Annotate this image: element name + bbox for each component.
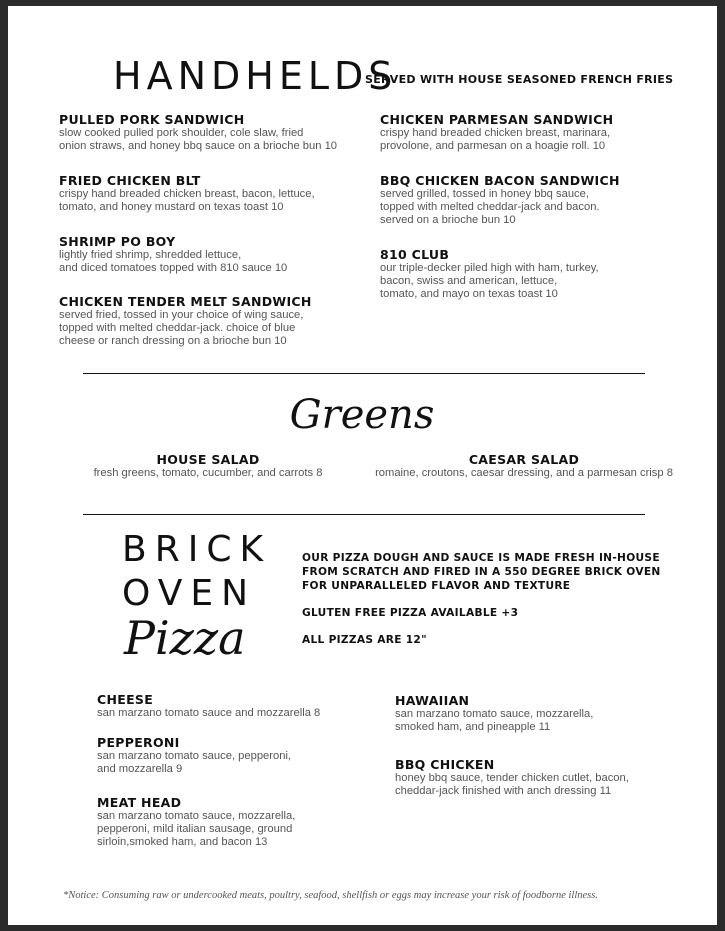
item-name: 810 CLUB xyxy=(380,247,450,262)
greens-title: Greens xyxy=(289,392,435,438)
item-description: crispy hand breaded chicken breast, marinara, provolone, and parmesan on a hoagie roll. 10 xyxy=(380,127,611,152)
item-description: our triple-decker piled high with ham, turkey, bacon, swiss and american, lettuce, tomato, and mayo on texas toast 10 xyxy=(380,262,599,300)
handheld-item xyxy=(59,234,287,275)
section-divider xyxy=(83,514,645,515)
menu-page xyxy=(8,6,717,925)
item-description: fresh greens, tomato, cucumber, and carrots 8 xyxy=(93,467,323,479)
pizza-item xyxy=(97,692,320,720)
item-name: PEPPERONI xyxy=(97,735,180,750)
item-description: romaine, croutons, caesar dressing, and a parmesan crisp 8 xyxy=(375,467,673,479)
handheld-item xyxy=(59,112,337,153)
handhelds-title: HANDHELDS xyxy=(113,54,398,98)
foodborne-notice: *Notice: Consuming raw or undercooked meats, poultry, seafood, shellfish or eggs may increase your risk of foodborne illness. xyxy=(63,890,598,901)
handheld-item xyxy=(59,173,315,214)
item-name: HAWAIIAN xyxy=(395,693,470,708)
pizza-title-brick: BRICK xyxy=(122,529,272,570)
salad-item xyxy=(78,452,338,480)
item-description: slow cooked pulled pork shoulder, cole slaw, fried onion straws, and honey bbq sauce on a brioche bun 10 xyxy=(59,127,338,152)
item-description: san marzano tomato sauce, mozzarella, pepperoni, mild italian sausage, ground sirloin,smoked ham, and bacon 13 xyxy=(97,810,296,848)
item-name: FRIED CHICKEN BLT xyxy=(59,173,201,188)
item-name: CAESAR SALAD xyxy=(468,452,580,467)
item-description: honey bbq sauce, tender chicken cutlet, bacon, cheddar-jack finished with anch dressing 11 xyxy=(395,772,629,797)
item-name: BBQ CHICKEN BACON SANDWICH xyxy=(380,173,620,188)
item-description: served grilled, tossed in honey bbq sauce, topped with melted cheddar-jack and bacon. served on a brioche bun 10 xyxy=(380,188,600,226)
handheld-item xyxy=(380,247,599,301)
item-description: served fried, tossed in your choice of wing sauce, topped with melted cheddar-jack. choice of blue cheese or ranch dressing on a brioche bun 10 xyxy=(59,309,304,347)
item-description: lightly fried shrimp, shredded lettuce, and diced tomatoes topped with 810 sauce 10 xyxy=(59,249,288,274)
item-name: CHICKEN TENDER MELT SANDWICH xyxy=(59,294,312,309)
gluten-free-note: GLUTEN FREE PIZZA AVAILABLE +3 xyxy=(302,607,519,619)
section-divider xyxy=(83,373,645,374)
item-name: HOUSE SALAD xyxy=(156,452,260,467)
pizza-size-note: ALL PIZZAS ARE 12" xyxy=(302,634,427,646)
item-description: san marzano tomato sauce, mozzarella, smoked ham, and pineapple 11 xyxy=(395,708,594,733)
handheld-item xyxy=(59,294,312,348)
pizza-item xyxy=(395,757,629,798)
item-description: crispy hand breaded chicken breast, bacon, lettuce, tomato, and honey mustard on texas toast 10 xyxy=(59,188,315,213)
item-name: CHICKEN PARMESAN SANDWICH xyxy=(380,112,614,127)
pizza-item xyxy=(97,735,291,776)
item-name: SHRIMP PO BOY xyxy=(59,234,176,249)
handhelds-subtitle: SERVED WITH HOUSE SEASONED FRENCH FRIES xyxy=(365,73,674,86)
item-name: CHEESE xyxy=(97,692,154,707)
pizza-item xyxy=(97,795,295,849)
salad-item xyxy=(364,452,684,480)
item-description: san marzano tomato sauce and mozzarella 8 xyxy=(97,707,321,719)
item-name: BBQ CHICKEN xyxy=(395,757,495,772)
item-name: PULLED PORK SANDWICH xyxy=(59,112,245,127)
pizza-info: OUR PIZZA DOUGH AND SAUCE IS MADE FRESH IN-HOUSE FROM SCRATCH AND FIRED IN A 550 DEGREE BRICK OVEN FOR UNPARALLELED FLAVOR AND TEXTURE xyxy=(302,552,661,592)
handheld-item xyxy=(380,112,613,153)
handheld-item xyxy=(380,173,620,227)
item-description: san marzano tomato sauce, pepperoni, and mozzarella 9 xyxy=(97,750,292,775)
item-name: MEAT HEAD xyxy=(97,795,182,810)
pizza-title-script: Pizza xyxy=(124,611,246,665)
pizza-title-oven: OVEN xyxy=(122,573,257,614)
pizza-item xyxy=(395,693,593,734)
